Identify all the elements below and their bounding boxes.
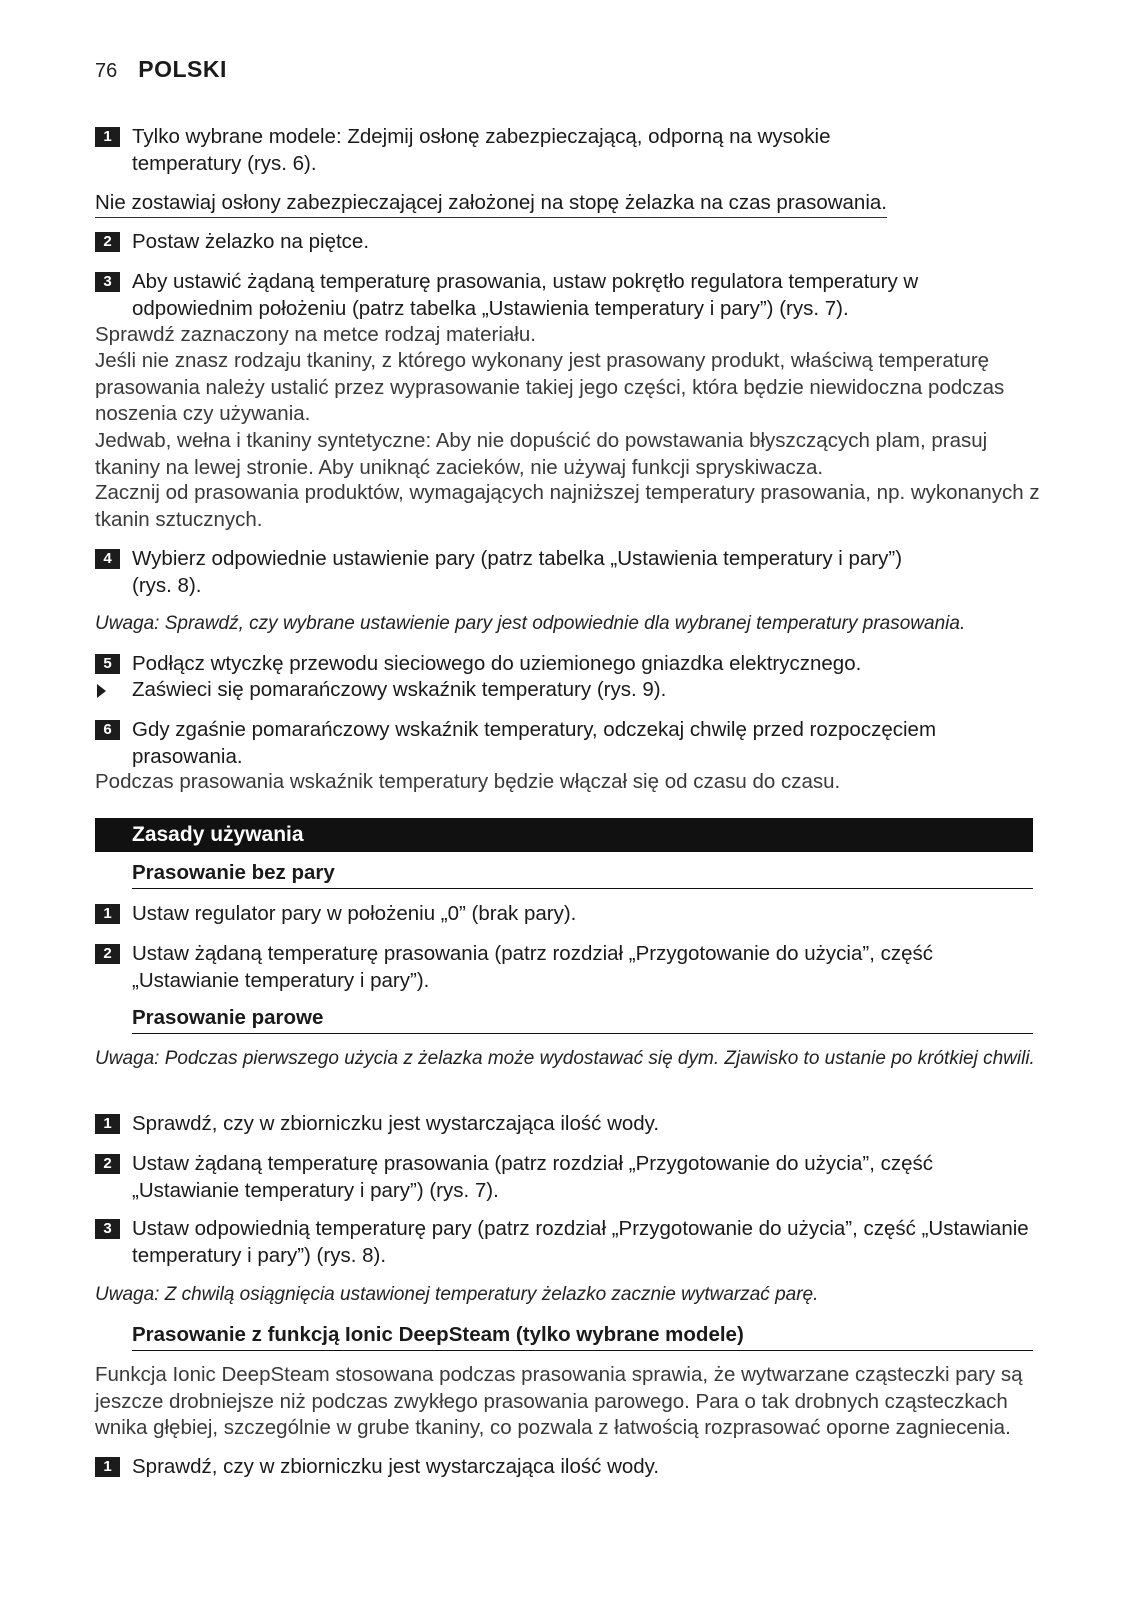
- step-2: [95, 1151, 1040, 1204]
- step-number-badge: 1: [95, 1457, 120, 1477]
- note: Uwaga: Sprawdź, czy wybrane ustawienie pary jest odpowiednie dla wybranej temperatury prasowania.: [95, 613, 966, 634]
- subsection-heading: Prasowanie parowe: [132, 1005, 1033, 1034]
- paragraph: Jeśli nie znasz rodzaju tkaniny, z którego wykonany jest prasowany produkt, właściwą temperaturę prasowania należy ustalić przez wyprasowanie takiej jego części, która będzie niewidoczna podczas noszenia czy używania.: [95, 349, 1005, 425]
- step-number-badge: 4: [95, 549, 120, 569]
- page-number: 76: [95, 60, 118, 82]
- note: Uwaga: Z chwilą osiągnięcia ustawionej temperatury żelazko zacznie wytwarzać parę.: [95, 1284, 819, 1305]
- step-2: [95, 229, 1040, 256]
- step-number-badge: 2: [95, 944, 120, 964]
- paragraph: Sprawdź zaznaczony na metce rodzaj materiału.: [95, 323, 536, 346]
- step-5: [95, 651, 1040, 678]
- step-2: [95, 941, 1040, 994]
- result-item: [95, 677, 1040, 704]
- step-text: Ustaw żądaną temperaturę prasowania (patrz rozdział „Przygotowanie do użycia”, część „Ustawianie temperatury i pary”) (rys. 7).: [132, 1152, 934, 1202]
- step-text: Sprawdź, czy w zbiorniczku jest wystarczająca ilość wody.: [132, 1112, 660, 1135]
- step-number-badge: 6: [95, 720, 120, 740]
- result-arrow-icon: [97, 684, 106, 698]
- language-heading: POLSKI: [138, 56, 227, 82]
- step-text: Gdy zgaśnie pomarańczowy wskaźnik temperatury, odczekaj chwilę przed rozpoczęciem prasowania.: [132, 718, 937, 768]
- step-3: [95, 1216, 1040, 1269]
- step-3: [95, 269, 1040, 322]
- step-number-badge: 5: [95, 654, 120, 674]
- step-1: [95, 901, 1040, 928]
- step-text: Ustaw odpowiednią temperaturę pary (patrz rozdział „Przygotowanie do użycia”, część „Ustawianie temperatury i pary”) (rys. 8).: [132, 1217, 1029, 1267]
- step-number-badge: 1: [95, 1114, 120, 1134]
- page-header: [95, 56, 227, 86]
- warning-text: Nie zostawiaj osłony zabezpieczającej założonej na stopę żelazka na czas prasowania.: [95, 190, 1040, 217]
- step-text: Ustaw żądaną temperaturę prasowania (patrz rozdział „Przygotowanie do użycia”, część „Ustawianie temperatury i pary”).: [132, 942, 934, 992]
- step-text: Tylko wybrane modele: Zdejmij osłonę zabezpieczającą, odporną na wysokie temperatury (rys. 6).: [132, 125, 831, 175]
- step-number-badge: 3: [95, 1219, 120, 1239]
- paragraph: Podczas prasowania wskaźnik temperatury będzie włączał się od czasu do czasu.: [95, 770, 841, 793]
- step-1: [95, 1454, 1040, 1481]
- section-heading: Zasady używania: [95, 818, 1033, 852]
- result-text: Zaświeci się pomarańczowy wskaźnik temperatury (rys. 9).: [132, 678, 667, 701]
- step-number-badge: 1: [95, 127, 120, 147]
- step-text: Aby ustawić żądaną temperaturę prasowania, ustaw pokrętło regulatora temperatury w odpowiednim położeniu (patrz tabelka „Ustawienia temperatury i pary”) (rys. 7).: [132, 270, 919, 320]
- step-number-badge: 2: [95, 232, 120, 252]
- step-6: [95, 717, 1040, 770]
- step-text: Wybierz odpowiednie ustawienie pary (patrz tabelka „Ustawienia temperatury i pary”) (rys. 8).: [132, 547, 903, 597]
- step-text: Ustaw regulator pary w położeniu „0” (brak pary).: [132, 902, 577, 925]
- step-1: [95, 124, 1040, 177]
- step-text: Sprawdź, czy w zbiorniczku jest wystarczająca ilość wody.: [132, 1455, 660, 1478]
- paragraph: Jedwab, wełna i tkaniny syntetyczne: Aby nie dopuścić do powstawania błyszczących plam, prasuj tkaniny na lewej stronie. Aby uniknąć zacieków, nie używaj funkcji spryskiwacza.: [95, 429, 988, 479]
- paragraph: Funkcja Ionic DeepSteam stosowana podczas prasowania sprawia, że wytwarzane cząsteczki pary są jeszcze drobniejsze niż podczas zwykłego prasowania parowego. Para o tak drobnych cząsteczkach wnika głębiej, szczególnie w grube tkaniny, co pozwala z łatwością rozprasować oporne zagniecenia.: [95, 1363, 1023, 1439]
- step-number-badge: 1: [95, 904, 120, 924]
- step-number-badge: 2: [95, 1154, 120, 1174]
- paragraph: Zacznij od prasowania produktów, wymagających najniższej temperatury prasowania, np. wykonanych z tkanin sztucznych.: [95, 481, 1040, 531]
- step-4: [95, 546, 1040, 599]
- step-number-badge: 3: [95, 272, 120, 292]
- step-text: Podłącz wtyczkę przewodu sieciowego do uziemionego gniazdka elektrycznego.: [132, 652, 862, 675]
- step-text: Postaw żelazko na piętce.: [132, 230, 370, 253]
- step-1: [95, 1111, 1040, 1138]
- subsection-heading: Prasowanie bez pary: [132, 860, 1033, 889]
- note: Uwaga: Podczas pierwszego użycia z żelazka może wydostawać się dym. Zjawisko to ustanie po krótkiej chwili.: [95, 1048, 1035, 1069]
- subsection-heading: Prasowanie z funkcją Ionic DeepSteam (tylko wybrane modele): [132, 1322, 1033, 1351]
